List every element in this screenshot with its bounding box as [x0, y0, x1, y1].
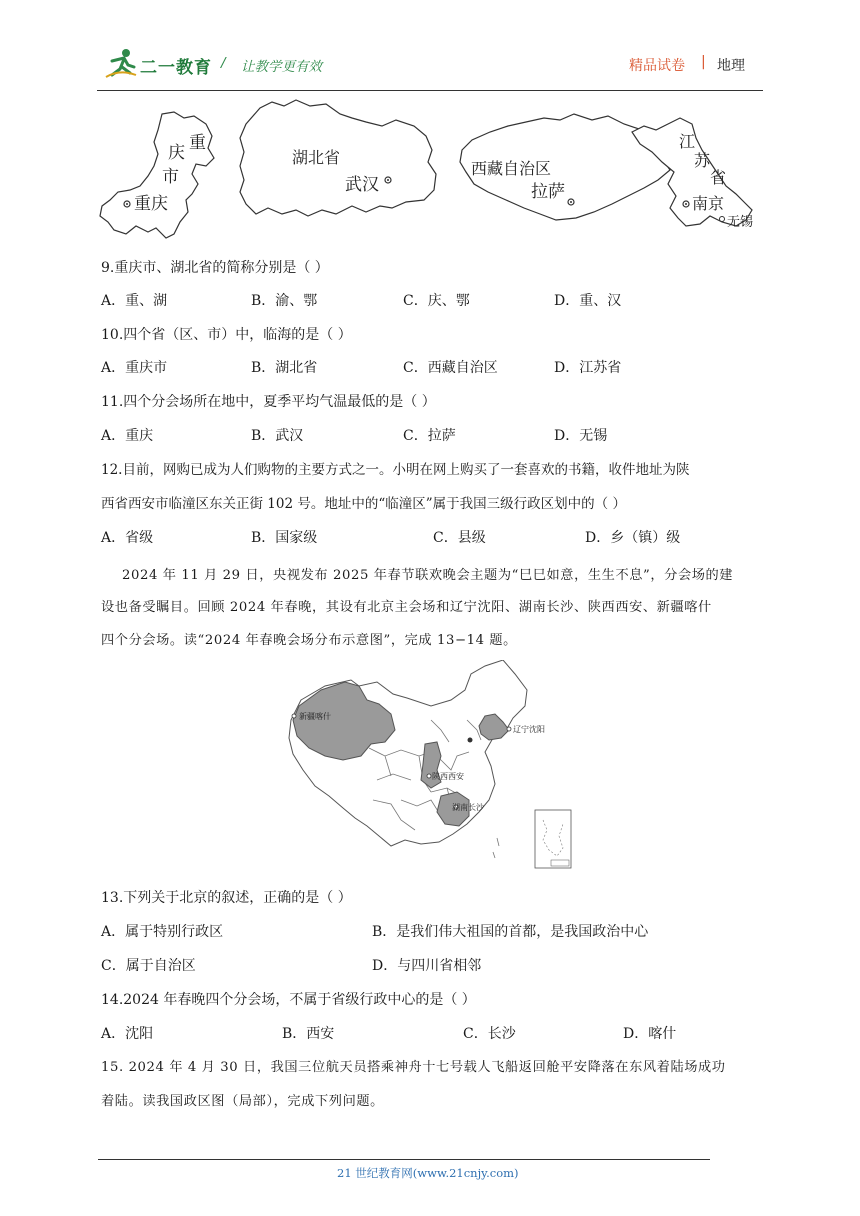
q11-option-c[interactable]: C．拉萨: [403, 428, 456, 444]
map-label-hunan-changsha: 湖南长沙: [452, 803, 484, 812]
runner-logo-icon: [104, 47, 138, 79]
brand-name: 二一教育: [140, 58, 212, 78]
q12-option-a[interactable]: A．省级: [101, 530, 154, 546]
question-13: 13.下列关于北京的叙述，正确的是（ ）: [101, 890, 352, 906]
passage-line-3: 四个分会场。读“2024 年春晚会场分布示意图”，完成 13−14 题。: [101, 633, 517, 648]
map-label-tibet: 西藏自治区: [471, 159, 552, 178]
question-15-line-2: 着陆。读我国政区图（局部），完成下列问题。: [101, 1094, 384, 1109]
map-label-liaoning-shenyang: 辽宁沈阳: [513, 725, 545, 734]
kashgar-marker: [292, 714, 296, 718]
province-outline-maps: [96, 96, 766, 246]
header-category: 精品试卷: [629, 58, 685, 74]
q13-option-b[interactable]: B．是我们伟大祖国的首都，是我国政治中心: [372, 924, 649, 940]
q12-option-b[interactable]: B．国家级: [251, 530, 318, 546]
shenyang-marker: [507, 727, 511, 731]
q14-option-a[interactable]: A．沈阳: [101, 1026, 154, 1042]
header-divider: [97, 90, 763, 91]
q12-option-d[interactable]: D．乡（镇）级: [585, 530, 681, 546]
map-label-jiang: 江: [679, 132, 696, 151]
map-city-chongqing: 重庆: [134, 194, 168, 214]
passage-line-1: 2024 年 11 月 29 日，央视发布 2025 年春节联欢晚会主题为“巳巳如意，生生不息”，分会场的建: [122, 568, 734, 583]
header-slogan: 让教学更有效: [241, 59, 322, 75]
map-label-xinjiang-kashgar: 新疆喀什: [299, 712, 331, 721]
hubei-map: [240, 100, 436, 216]
question-9: 9.重庆市、湖北省的简称分别是（ ）: [101, 260, 329, 276]
china-gala-venue-map: [281, 660, 581, 870]
q14-option-b[interactable]: B．西安: [282, 1026, 335, 1042]
q14-option-c[interactable]: C．长沙: [463, 1026, 516, 1042]
header-separator: |: [701, 54, 706, 70]
header-subject: 地理: [717, 58, 745, 74]
question-10: 10.四个省（区、市）中，临海的是（ ）: [101, 327, 352, 343]
q11-option-b[interactable]: B．武汉: [251, 428, 304, 444]
map-label-qing: 庆: [168, 143, 185, 163]
q13-option-a[interactable]: A．属于特别行政区: [101, 924, 224, 940]
map-label-chong: 重: [189, 133, 206, 153]
map-city-lhasa: 拉萨: [531, 182, 565, 202]
question-12-line-2: 西省西安市临潼区东关正街 102 号。地址中的“临潼区”属于我国三级行政区划中的（ ）: [101, 496, 626, 512]
q13-option-d[interactable]: D．与四川省相邻: [372, 958, 482, 974]
question-11: 11.四个分会场所在地中，夏季平均气温最低的是（ ）: [101, 394, 436, 410]
question-14: 14.2024 年春晚四个分会场，不属于省级行政中心的是（ ）: [101, 992, 476, 1008]
footer-divider: [98, 1159, 710, 1160]
site-logo: [104, 47, 214, 79]
q12-option-c[interactable]: C．县级: [433, 530, 486, 546]
wuxi-city-marker: [720, 217, 725, 222]
question-12-line-1: 12.目前，网购已成为人们购物的主要方式之一。小明在网上购买了一套喜欢的书籍，收件地址为陕: [101, 462, 690, 478]
q11-option-a[interactable]: A．重庆: [101, 428, 154, 444]
q9-option-b[interactable]: B．渝、鄂: [251, 293, 318, 309]
map-label-shaanxi-xian: 陕西西安: [432, 772, 464, 781]
q9-option-c[interactable]: C．庆、鄂: [403, 293, 470, 309]
south-china-sea-inset: [535, 810, 571, 868]
chongqing-map: [100, 112, 214, 238]
xian-marker: [427, 774, 431, 778]
q10-option-a[interactable]: A．重庆市: [101, 360, 168, 376]
map-label-sheng: 省: [710, 168, 727, 187]
header-slogan-divider: /: [221, 55, 226, 71]
q10-option-b[interactable]: B．湖北省: [251, 360, 318, 376]
q13-option-c[interactable]: C．属于自治区: [101, 958, 196, 974]
beijing-marker: [468, 738, 473, 743]
map-city-nanjing: 南京: [692, 194, 725, 213]
map-label-shi: 市: [162, 167, 179, 187]
q9-option-a[interactable]: A．重、湖: [101, 293, 168, 309]
q10-option-d[interactable]: D．江苏省: [554, 360, 622, 376]
map-label-hubei: 湖北省: [292, 148, 341, 167]
passage-line-2: 设也备受瞩目。回顾 2024 年春晚，其设有北京主会场和辽宁沈阳、湖南长沙、陕西西安、新疆喀什: [101, 600, 712, 615]
q11-option-d[interactable]: D．无锡: [554, 428, 608, 444]
q9-option-d[interactable]: D．重、汉: [554, 293, 622, 309]
question-15-line-1: 15. 2024 年 4 月 30 日，我国三位航天员搭乘神舟十七号载人飞船返回舱平安降落在东风着陆场成功: [101, 1060, 726, 1075]
footer-source[interactable]: 21 世纪教育网(www.21cnjy.com): [337, 1166, 519, 1180]
q10-option-c[interactable]: C．西藏自治区: [403, 360, 498, 376]
map-city-wuhan: 武汉: [345, 175, 379, 195]
map-city-wuxi: 无锡: [727, 215, 754, 230]
q14-option-d[interactable]: D．喀什: [623, 1026, 677, 1042]
map-label-su: 苏: [694, 151, 711, 170]
